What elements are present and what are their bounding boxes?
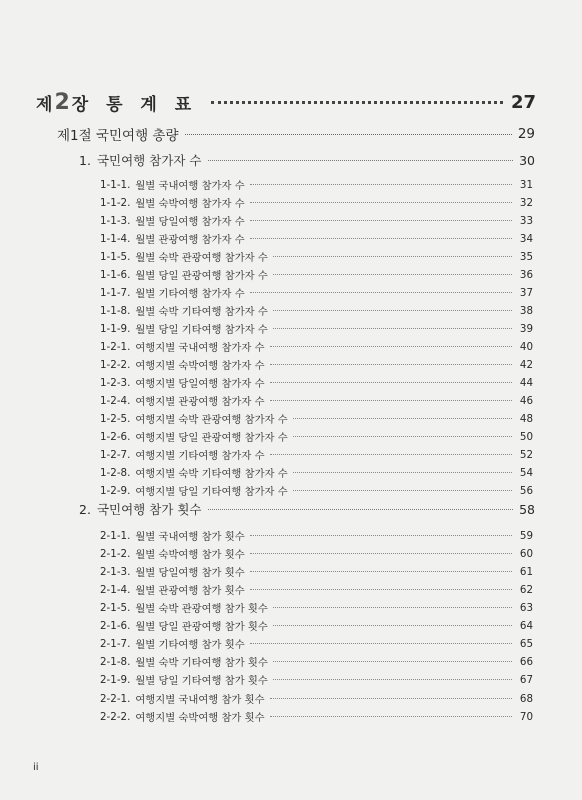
subsection-number: 2. xyxy=(79,501,91,517)
toc-entry[interactable] xyxy=(100,482,533,499)
toc-entry[interactable] xyxy=(100,374,533,391)
dot-leader xyxy=(250,535,512,536)
entry-page: 31 xyxy=(519,178,533,191)
subsection-page: 30 xyxy=(519,152,535,168)
dot-leader xyxy=(250,571,512,572)
dot-leader xyxy=(270,400,512,401)
entry-number: 2-1-1. xyxy=(100,529,131,542)
dot-leader xyxy=(270,364,512,365)
toc-entry[interactable] xyxy=(100,284,533,301)
entry-number: 1-2-9. xyxy=(100,484,131,497)
dot-leader xyxy=(273,625,512,626)
toc-entry[interactable] xyxy=(100,635,533,652)
chapter-title: 장 통 계 표 xyxy=(71,94,198,115)
entry-title: 월별 관광여행 참가 횟수 xyxy=(135,585,245,597)
entry-page: 50 xyxy=(519,430,533,443)
entry-number: 1-1-5. xyxy=(100,250,131,263)
entry-title: 여행지별 당일여행 참가자 수 xyxy=(135,378,265,390)
chapter-page: 27 xyxy=(510,91,536,113)
entry-title: 월별 당일여행 참가 횟수 xyxy=(135,567,245,579)
toc-entry[interactable] xyxy=(100,248,533,265)
entry-title: 월별 당일 기타여행 참가자 수 xyxy=(135,324,268,336)
toc-entry[interactable] xyxy=(100,338,533,355)
entry-title: 월별 당일 관광여행 참가 횟수 xyxy=(135,621,268,633)
entry-page: 46 xyxy=(519,394,533,407)
entry-title: 월별 숙박 기타여행 참가자 수 xyxy=(135,306,268,318)
chapter-prefix: 제 xyxy=(36,94,53,115)
entry-title: 월별 국내여행 참가자 수 xyxy=(135,180,245,192)
entry-page: 64 xyxy=(519,619,533,632)
dot-leader xyxy=(293,472,512,473)
dot-leader xyxy=(273,310,512,311)
entry-number: 1-2-2. xyxy=(100,358,131,371)
entry-page: 40 xyxy=(519,340,533,353)
dot-leader xyxy=(208,509,514,510)
dot-leader xyxy=(273,328,512,329)
dot-leader xyxy=(250,643,512,644)
entry-title: 월별 숙박 관광여행 참가 횟수 xyxy=(135,603,268,615)
entry-title: 여행지별 숙박 기타여행 참가자 수 xyxy=(135,468,288,480)
dot-leader xyxy=(273,661,512,662)
dot-leader xyxy=(273,274,512,275)
dot-leader xyxy=(273,256,512,257)
toc-entry[interactable] xyxy=(100,527,533,544)
entry-page: 34 xyxy=(519,232,533,245)
toc-entry[interactable] xyxy=(100,653,533,670)
entry-page: 48 xyxy=(519,412,533,425)
entry-number: 1-1-2. xyxy=(100,196,131,209)
entry-title: 월별 당일 기타여행 참가 횟수 xyxy=(135,675,268,687)
dot-leader xyxy=(270,382,512,383)
entry-title: 월별 기타여행 참가자 수 xyxy=(135,288,245,300)
subsection-number: 1. xyxy=(79,152,91,168)
toc-entry[interactable] xyxy=(100,671,533,688)
entry-page: 60 xyxy=(519,547,533,560)
section-title: 제1절 국민여행 총량 xyxy=(57,128,179,144)
entry-page: 54 xyxy=(519,466,533,479)
entry-page: 44 xyxy=(519,376,533,389)
section-page: 29 xyxy=(517,126,535,142)
entry-number: 1-1-4. xyxy=(100,232,131,245)
entry-title: 월별 국내여행 참가 횟수 xyxy=(135,531,245,543)
dot-leader xyxy=(250,589,512,590)
dot-leader xyxy=(208,160,514,161)
subsection-page: 58 xyxy=(519,501,535,517)
entry-number: 1-1-1. xyxy=(100,178,131,191)
entry-number: 1-1-8. xyxy=(100,304,131,317)
dot-leader xyxy=(250,553,512,554)
dot-leader xyxy=(293,418,512,419)
entry-title: 월별 당일여행 참가자 수 xyxy=(135,216,245,228)
toc-entry[interactable] xyxy=(100,446,533,463)
dot-leader xyxy=(273,679,512,680)
dot-leader xyxy=(293,436,512,437)
toc-entry[interactable] xyxy=(100,356,533,373)
dot-leader xyxy=(293,490,512,491)
entry-page: 66 xyxy=(519,655,533,668)
entry-title: 월별 기타여행 참가 횟수 xyxy=(135,639,245,651)
toc-entry[interactable] xyxy=(100,410,533,427)
entry-number: 1-2-7. xyxy=(100,448,131,461)
entry-title: 여행지별 숙박여행 참가 횟수 xyxy=(135,712,265,724)
entry-title: 여행지별 국내여행 참가자 수 xyxy=(135,342,265,354)
subsection-heading xyxy=(79,151,535,169)
entry-page: 32 xyxy=(519,196,533,209)
dot-leader xyxy=(270,454,512,455)
dot-leader xyxy=(250,238,512,239)
chapter-heading xyxy=(36,89,536,115)
page-number: ii xyxy=(33,762,39,773)
entry-number: 1-2-6. xyxy=(100,430,131,443)
subsection-heading xyxy=(79,500,535,518)
subsection-title: 국민여행 참가 횟수 xyxy=(96,502,202,517)
dot-leader xyxy=(211,101,503,104)
toc-entry[interactable] xyxy=(100,708,533,725)
entry-title: 여행지별 숙박여행 참가자 수 xyxy=(135,360,265,372)
entry-page: 68 xyxy=(519,692,533,705)
section-heading xyxy=(57,124,535,144)
entry-number: 2-1-3. xyxy=(100,565,131,578)
chapter-number: 2 xyxy=(54,89,70,115)
entry-number: 1-2-8. xyxy=(100,466,131,479)
dot-leader xyxy=(250,220,512,221)
entry-page: 37 xyxy=(519,286,533,299)
entry-title: 여행지별 당일 기타여행 참가자 수 xyxy=(135,486,288,498)
dot-leader xyxy=(270,716,512,717)
toc-entry[interactable] xyxy=(100,266,533,283)
dot-leader xyxy=(250,292,512,293)
entry-page: 63 xyxy=(519,601,533,614)
toc-entry[interactable] xyxy=(100,176,533,193)
entry-title: 여행지별 관광여행 참가자 수 xyxy=(135,396,265,408)
toc-entry[interactable] xyxy=(100,545,533,562)
entry-title: 여행지별 기타여행 참가자 수 xyxy=(135,450,265,462)
entry-page: 56 xyxy=(519,484,533,497)
toc-entry[interactable] xyxy=(100,194,533,211)
entry-page: 33 xyxy=(519,214,533,227)
entry-page: 42 xyxy=(519,358,533,371)
entry-number: 1-2-4. xyxy=(100,394,131,407)
entry-number: 1-1-6. xyxy=(100,268,131,281)
toc-entry[interactable] xyxy=(100,464,533,481)
toc-entry[interactable] xyxy=(100,428,533,445)
entry-page: 38 xyxy=(519,304,533,317)
entry-page: 65 xyxy=(519,637,533,650)
entry-number: 1-2-3. xyxy=(100,376,131,389)
entry-title: 여행지별 당일 관광여행 참가자 수 xyxy=(135,432,288,444)
toc-entry[interactable] xyxy=(100,302,533,319)
entry-title: 월별 당일 관광여행 참가자 수 xyxy=(135,270,268,282)
dot-leader xyxy=(270,698,512,699)
subsection-title: 국민여행 참가자 수 xyxy=(96,153,202,168)
entry-title: 월별 숙박 관광여행 참가자 수 xyxy=(135,252,268,264)
entry-title: 여행지별 국내여행 참가 횟수 xyxy=(135,694,265,706)
entry-number: 1-2-1. xyxy=(100,340,131,353)
entry-number: 2-1-5. xyxy=(100,601,131,614)
entry-number: 2-1-2. xyxy=(100,547,131,560)
entry-number: 2-1-4. xyxy=(100,583,131,596)
entry-number: 2-1-6. xyxy=(100,619,131,632)
toc-entry[interactable] xyxy=(100,212,533,229)
entry-number: 2-1-8. xyxy=(100,655,131,668)
entry-title: 월별 숙박 기타여행 참가 횟수 xyxy=(135,657,268,669)
entry-page: 36 xyxy=(519,268,533,281)
entry-number: 1-1-7. xyxy=(100,286,131,299)
toc-entry[interactable] xyxy=(100,617,533,634)
entry-number: 1-1-9. xyxy=(100,322,131,335)
toc-entry[interactable] xyxy=(100,599,533,616)
dot-leader xyxy=(185,134,512,135)
entry-page: 61 xyxy=(519,565,533,578)
entry-page: 39 xyxy=(519,322,533,335)
toc-entry[interactable] xyxy=(100,230,533,247)
entry-page: 67 xyxy=(519,673,533,686)
entry-page: 52 xyxy=(519,448,533,461)
dot-leader xyxy=(250,202,512,203)
entry-number: 1-1-3. xyxy=(100,214,131,227)
dot-leader xyxy=(273,607,512,608)
entry-number: 1-2-5. xyxy=(100,412,131,425)
toc-entry[interactable] xyxy=(100,581,533,598)
entry-number: 2-1-7. xyxy=(100,637,131,650)
toc-entry[interactable] xyxy=(100,563,533,580)
entry-number: 2-1-9. xyxy=(100,673,131,686)
entry-number: 2-2-2. xyxy=(100,710,131,723)
dot-leader xyxy=(270,346,512,347)
entry-page: 59 xyxy=(519,529,533,542)
entry-title: 여행지별 숙박 관광여행 참가자 수 xyxy=(135,414,288,426)
entry-page: 35 xyxy=(519,250,533,263)
toc-entry[interactable] xyxy=(100,690,533,707)
entry-title: 월별 관광여행 참가자 수 xyxy=(135,234,245,246)
entry-page: 70 xyxy=(519,710,533,723)
toc-entry[interactable] xyxy=(100,320,533,337)
entry-number: 2-2-1. xyxy=(100,692,131,705)
entry-page: 62 xyxy=(519,583,533,596)
toc-entry[interactable] xyxy=(100,392,533,409)
dot-leader xyxy=(250,184,512,185)
entry-title: 월별 숙박여행 참가 횟수 xyxy=(135,549,245,561)
entry-title: 월별 숙박여행 참가자 수 xyxy=(135,198,245,210)
